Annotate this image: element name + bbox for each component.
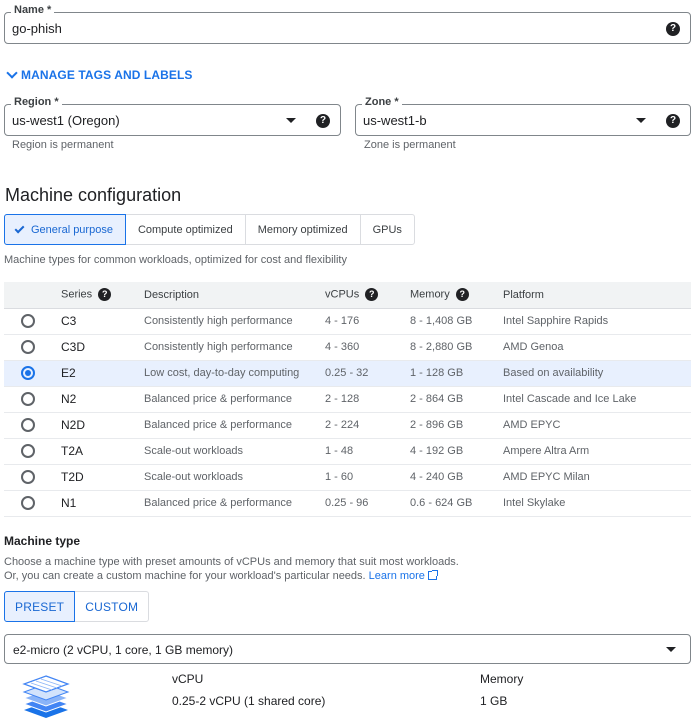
- machine-type-select[interactable]: [4, 634, 691, 664]
- vcpus-cell: 0.25 - 32: [325, 360, 410, 386]
- radio-column-header: [4, 282, 61, 308]
- series-cell: N2: [61, 386, 144, 412]
- series-cell: N1: [61, 490, 144, 516]
- vcpu-label: vCPU: [172, 672, 204, 686]
- help-icon[interactable]: ?: [316, 114, 330, 128]
- region-hint: Region is permanent: [12, 139, 114, 151]
- machine-type-desc-line1: Choose a machine type with preset amounts of vCPUs and memory that suit most workloads.: [4, 556, 459, 568]
- tab-label: GPUs: [372, 223, 402, 236]
- vcpus-cell: 1 - 60: [325, 464, 410, 490]
- memory-cell: 8 - 2,880 GB: [410, 334, 503, 360]
- learn-more-label: Learn more: [368, 570, 425, 582]
- zone-hint: Zone is permanent: [364, 139, 456, 151]
- description-cell: Scale-out workloads: [144, 438, 325, 464]
- series-cell: C3D: [61, 334, 144, 360]
- table-row[interactable]: [4, 386, 691, 412]
- machine-family-tabs: [4, 214, 415, 245]
- description-column-header: [144, 282, 325, 308]
- series-cell: E2: [61, 360, 144, 386]
- description-cell: Low cost, day-to-day computing: [144, 360, 325, 386]
- memory-cell: 4 - 192 GB: [410, 438, 503, 464]
- platform-cell: AMD EPYC Milan: [503, 464, 691, 490]
- machine-type-description: [4, 555, 459, 583]
- tab-memory-optimized[interactable]: [246, 215, 361, 244]
- tab-compute-optimized[interactable]: [126, 215, 246, 244]
- radio-button[interactable]: [21, 496, 35, 510]
- tab-label: Memory optimized: [257, 223, 348, 236]
- radio-cell[interactable]: [4, 464, 61, 490]
- radio-button[interactable]: [21, 392, 35, 406]
- dropdown-caret-icon: [666, 647, 676, 652]
- memory-cell: 0.6 - 624 GB: [410, 490, 503, 516]
- help-icon[interactable]: ?: [456, 288, 469, 301]
- description-cell: Scale-out workloads: [144, 464, 325, 490]
- platform-cell: Ampere Altra Arm: [503, 438, 691, 464]
- chevron-down-icon: [6, 67, 17, 78]
- name-field[interactable]: [4, 4, 691, 44]
- vcpus-header-label: vCPUs: [325, 288, 360, 301]
- platform-cell: Intel Sapphire Rapids: [503, 308, 691, 334]
- machine-stack-icon: [20, 672, 72, 724]
- series-cell: N2D: [61, 412, 144, 438]
- description-cell: Balanced price & performance: [144, 490, 325, 516]
- platform-cell: Intel Skylake: [503, 490, 691, 516]
- vcpus-cell: 4 - 176: [325, 308, 410, 334]
- table-row[interactable]: [4, 334, 691, 360]
- radio-button[interactable]: [21, 470, 35, 484]
- dropdown-caret-icon: [636, 118, 646, 123]
- zone-select[interactable]: [355, 96, 691, 136]
- learn-more-link[interactable]: [369, 570, 437, 582]
- vcpus-cell: 0.25 - 96: [325, 490, 410, 516]
- manage-tags-toggle[interactable]: [6, 68, 193, 82]
- memory-cell: 2 - 896 GB: [410, 412, 503, 438]
- help-icon[interactable]: ?: [666, 22, 680, 36]
- series-table: [4, 282, 691, 517]
- machine-type-desc-line2: [4, 569, 459, 583]
- radio-cell[interactable]: [4, 386, 61, 412]
- series-cell: T2D: [61, 464, 144, 490]
- description-cell: Balanced price & performance: [144, 412, 325, 438]
- zone-value: us-west1-b: [363, 113, 427, 128]
- manage-tags-label: MANAGE TAGS AND LABELS: [21, 68, 193, 82]
- section-title: Machine configuration: [5, 185, 182, 205]
- help-icon[interactable]: ?: [666, 114, 680, 128]
- memory-cell: 4 - 240 GB: [410, 464, 503, 490]
- platform-column-header: [503, 282, 691, 308]
- radio-button[interactable]: [21, 418, 35, 432]
- memory-cell: 1 - 128 GB: [410, 360, 503, 386]
- radio-cell[interactable]: [4, 412, 61, 438]
- help-icon[interactable]: ?: [98, 288, 111, 301]
- description-cell: Consistently high performance: [144, 334, 325, 360]
- region-select[interactable]: [4, 96, 341, 136]
- description-cell: Consistently high performance: [144, 308, 325, 334]
- memory-cell: 2 - 864 GB: [410, 386, 503, 412]
- table-row-selected[interactable]: [4, 360, 691, 386]
- platform-cell: Intel Cascade and Ice Lake: [503, 386, 691, 412]
- memory-header-label: Memory: [410, 288, 450, 301]
- table-row[interactable]: [4, 412, 691, 438]
- radio-cell[interactable]: [4, 438, 61, 464]
- radio-button[interactable]: [21, 314, 35, 328]
- name-field-value[interactable]: go-phish: [12, 21, 62, 36]
- platform-header-label: Platform: [503, 288, 544, 301]
- vcpu-value: 0.25-2 vCPU (1 shared core): [172, 694, 326, 708]
- radio-button-selected[interactable]: [21, 366, 35, 380]
- vcpus-cell: 2 - 128: [325, 386, 410, 412]
- checkmark-icon: [15, 223, 25, 233]
- dropdown-caret-icon: [286, 118, 296, 123]
- series-cell: T2A: [61, 438, 144, 464]
- memory-cell: 8 - 1,408 GB: [410, 308, 503, 334]
- series-header-label: Series: [61, 288, 93, 301]
- preset-button[interactable]: PRESET: [4, 591, 75, 622]
- machine-family-description: Machine types for common workloads, optimized for cost and flexibility: [4, 254, 347, 266]
- table-row[interactable]: [4, 438, 691, 464]
- table-row[interactable]: [4, 464, 691, 490]
- vcpus-cell: 4 - 360: [325, 334, 410, 360]
- zone-label: Zone *: [362, 96, 402, 108]
- radio-cell[interactable]: [4, 360, 61, 386]
- tab-label: General purpose: [31, 223, 113, 236]
- tab-general-purpose[interactable]: [4, 214, 126, 245]
- description-header-label: Description: [144, 288, 200, 301]
- machine-type-title: Machine type: [4, 534, 81, 548]
- memory-value: 1 GB: [480, 694, 508, 708]
- platform-cell: AMD Genoa: [503, 334, 691, 360]
- vcpus-column-header: [325, 282, 410, 308]
- tab-label: Compute optimized: [137, 223, 233, 236]
- vcpus-cell: 2 - 224: [325, 412, 410, 438]
- table-header-row: [4, 282, 691, 308]
- machine-type-select-value: e2-micro (2 vCPU, 1 core, 1 GB memory): [13, 643, 234, 657]
- table-row[interactable]: [4, 308, 691, 334]
- radio-cell[interactable]: [4, 308, 61, 334]
- table-row[interactable]: [4, 490, 691, 516]
- memory-column-header: [410, 282, 503, 308]
- tab-gpus[interactable]: [361, 215, 414, 244]
- series-cell: C3: [61, 308, 144, 334]
- description-cell: Balanced price & performance: [144, 386, 325, 412]
- series-column-header: [61, 282, 144, 308]
- external-link-icon: [428, 571, 437, 580]
- platform-cell: Based on availability: [503, 360, 691, 386]
- region-value: us-west1 (Oregon): [12, 113, 120, 128]
- machine-type-mode-toggle: [4, 591, 149, 622]
- radio-button[interactable]: [21, 340, 35, 354]
- help-icon[interactable]: ?: [365, 288, 378, 301]
- name-field-label: Name *: [11, 4, 54, 16]
- machine-type-desc-line2-text: Or, you can create a custom machine for your workload's particular needs.: [4, 570, 366, 582]
- radio-cell[interactable]: [4, 490, 61, 516]
- region-label: Region *: [11, 96, 62, 108]
- custom-button[interactable]: CUSTOM: [85, 599, 139, 614]
- memory-label: Memory: [480, 672, 524, 686]
- vcpus-cell: 1 - 48: [325, 438, 410, 464]
- radio-cell[interactable]: [4, 334, 61, 360]
- radio-button[interactable]: [21, 444, 35, 458]
- platform-cell: AMD EPYC: [503, 412, 691, 438]
